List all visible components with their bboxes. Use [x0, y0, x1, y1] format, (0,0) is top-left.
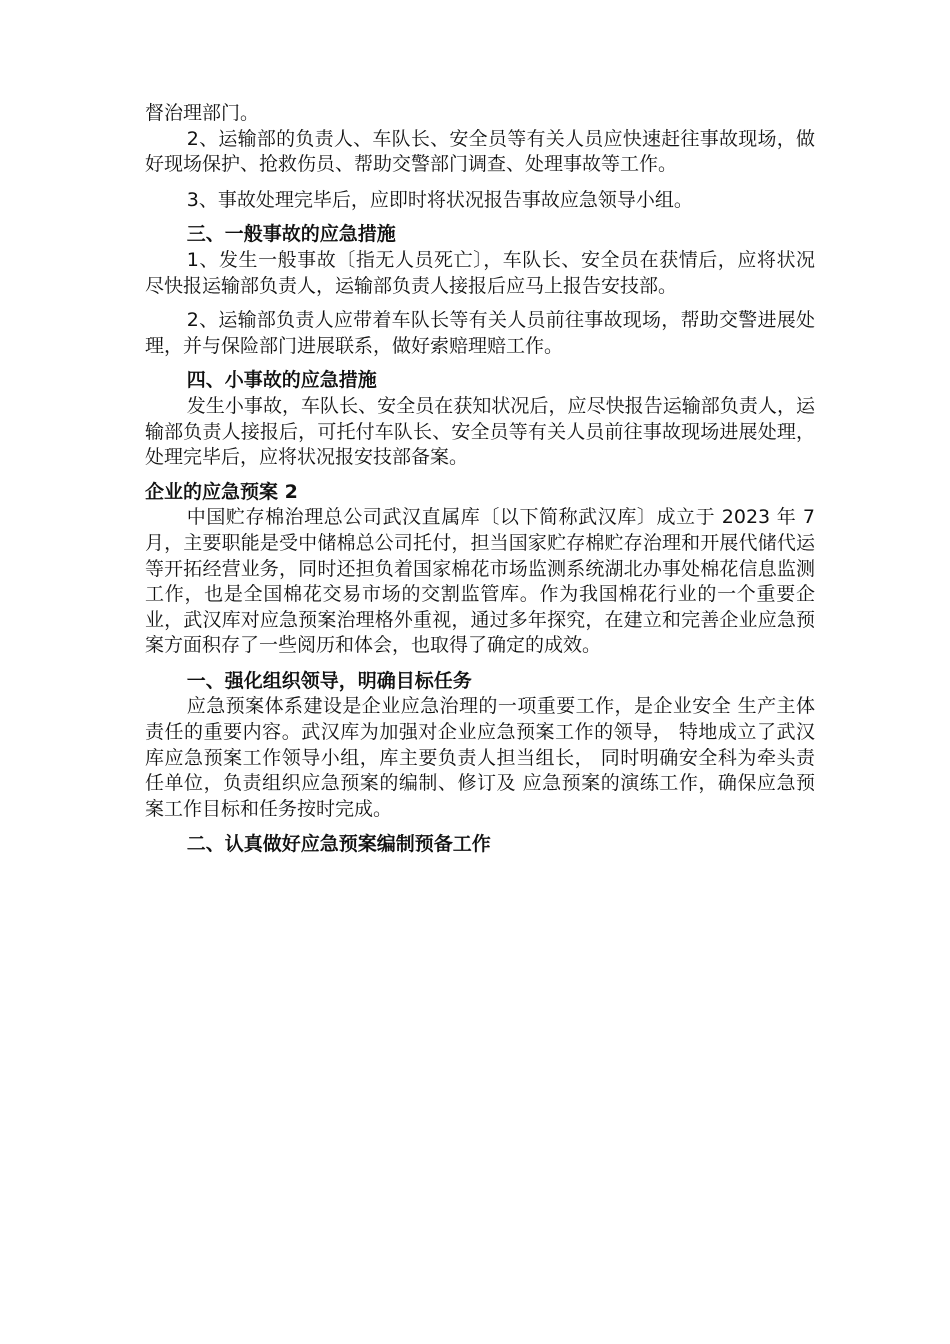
section-heading: 二、认真做好应急预案编制预备工作	[186, 833, 491, 856]
paragraph: 3、事故处理完毕后，应即时将状况报告事故应急领导小组。	[186, 188, 693, 211]
document-page	[145, 101, 815, 858]
section-heading: 一、强化组织领导，明确目标任务	[186, 669, 472, 692]
paragraph: 中国贮存棉治理总公司武汉直属库〔以下简称武汉库〕成立于 2023 年 7 月，主要职能是受中储棉总公司托付，担当国家贮存棉贮存治理和开展代储代运等开拓经营业务，同时还担负着国家棉花市场监测系统湖北办事处棉花信息监测工作，也是全国棉花交易市场的交割监管库。作为我国棉花行业的一个重要企业，武汉库对应急预案治理格外重视，通过多年探究，在建立和完善企业应急预案方面积存了一些阅历和体会，也取得了确定的成效。	[145, 506, 815, 657]
document-subtitle: 企业的应急预案 2	[145, 480, 298, 503]
paragraph: 1、发生一般事故〔指无人员死亡〕，车队长、安全员在获情后，应将状况尽快报运输部负责人，运输部负责人接报后应马上报告安技部。	[145, 248, 815, 297]
paragraph: 2、运输部负责人应带着车队长等有关人员前往事故现场，帮助交警进展处理，并与保险部门进展联系，做好索赔理赔工作。	[145, 309, 815, 357]
paragraph: 2、运输部的负责人、车队长、安全员等有关人员应快速赶往事故现场，做好现场保护、抢救伤员、帮助交警部门调查、处理事故等工作。	[145, 127, 815, 176]
paragraph: 督治理部门。	[145, 102, 260, 124]
paragraph: 应急预案体系建设是企业应急治理的一项重要工作，是企业安全 生产主体责任的重要内容。武汉库为加强对企业应急预案工作的领导， 特地成立了武汉库应急预案工作领导小组，库主要负责人担当组长， 同时明确安全科为牵头责任单位，负责组织应急预案的编制、修订及 应急预案的演练工作，确保应急预案工作目标和任务按时完成。	[145, 695, 815, 820]
paragraph: 发生小事故，车队长、安全员在获知状况后，应尽快报告运输部负责人，运输部负责人接报后，可托付车队长、安全员等有关人员前往事故现场进展处理，处理完毕后，应将状况报安技部备案。	[145, 394, 815, 469]
section-heading: 四、小事故的应急措施	[186, 369, 377, 392]
section-heading: 三、一般事故的应急措施	[186, 223, 396, 246]
